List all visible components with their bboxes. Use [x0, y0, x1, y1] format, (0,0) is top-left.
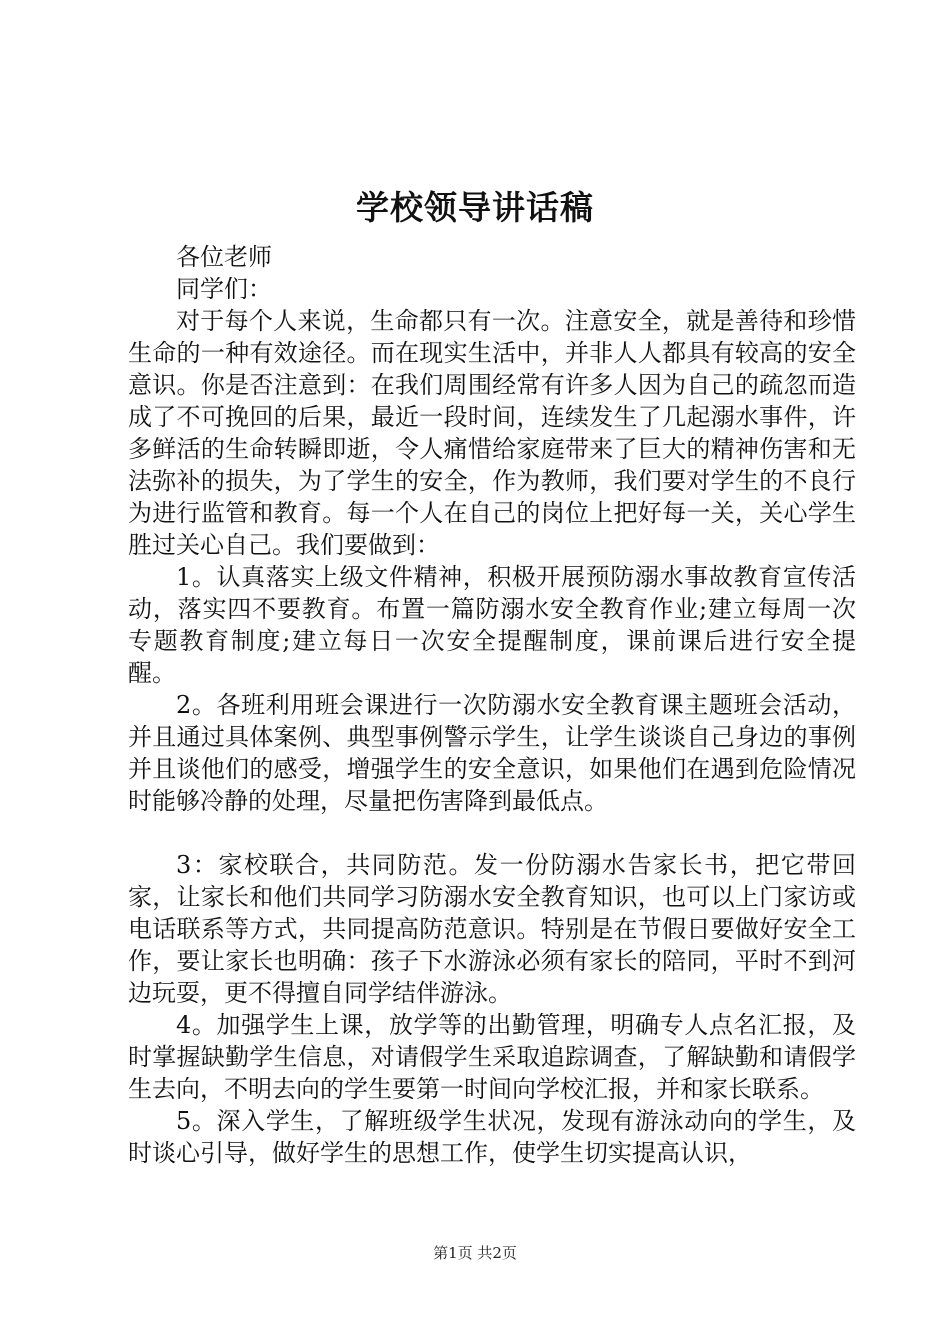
- paragraph-item-4: 4。加强学生上课，放学等的出勤管理，明确专人点名汇报，及时掌握缺勤学生信息，对请假学生采取追踪调查，了解缺勤和请假学生去向，不明去向的学生要第一时间向学校汇报，并和家长联系。: [128, 1011, 856, 1103]
- document-body: [128, 241, 856, 1169]
- document-title: 学校领导讲话稿: [356, 188, 594, 227]
- paragraph-item-2: 2。各班利用班会课进行一次防溺水安全教育课主题班会活动，并且通过具体案例、典型事例警示学生，让学生谈谈自己身边的事例并且谈他们的感受，增强学生的安全意识，如果他们在遇到危险情况时能够冷静的处理，尽量把伤害降到最低点。: [128, 691, 856, 815]
- salutation-teachers: 各位老师: [176, 243, 272, 271]
- salutation-students: 同学们：: [176, 275, 272, 303]
- paragraph-item-3: 3：家校联合，共同防范。发一份防溺水告家长书，把它带回家，让家长和他们共同学习防溺水安全教育知识，也可以上门家访或电话联系等方式，共同提高防范意识。特别是在节假日要做好安全工作，要让家长也明确：孩子下水游泳必须有家长的陪同，平时不到河边玩耍，更不得擅自同学结伴游泳。: [128, 851, 856, 1007]
- paragraph-item-5: 5。深入学生，了解班级学生状况，发现有游泳动向的学生，及时谈心引导，做好学生的思想工作，使学生切实提高认识，: [128, 1107, 856, 1167]
- paragraph-intro: 对于每个人来说，生命都只有一次。注意安全，就是善待和珍惜生命的一种有效途径。而在现实生活中，并非人人都具有较高的安全意识。你是否注意到：在我们周围经常有许多人因为自己的疏忽而造成了不可挽回的后果，最近一段时间，连续发生了几起溺水事件，许多鲜活的生命转瞬即逝，令人痛惜给家庭带来了巨大的精神伤害和无法弥补的损失，为了学生的安全，作为教师，我们要对学生的不良行为进行监管和教育。每一个人在自己的岗位上把好每一关，关心学生胜过关心自己。我们要做到：: [128, 307, 856, 559]
- blank-line: [128, 817, 856, 849]
- page-footer: 第1页 共2页: [433, 1244, 517, 1262]
- paragraph-item-1: 1。认真落实上级文件精神，积极开展预防溺水事故教育宣传活动，落实四不要教育。布置一篇防溺水安全教育作业;建立每周一次专题教育制度;建立每日一次安全提醒制度，课前课后进行安全提醒。: [128, 563, 856, 687]
